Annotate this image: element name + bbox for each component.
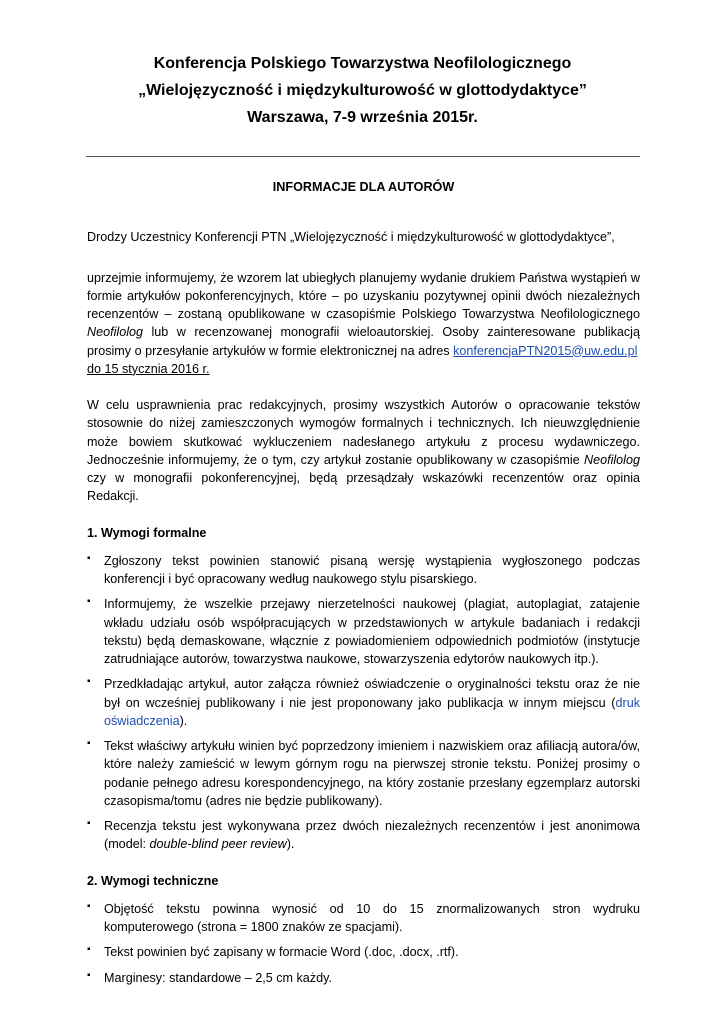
list-item: ▪ Informujemy, że wszelkie przejawy nierzetelności naukowej (plagiat, autoplagiat, zatajenie wkładu udziału osób współpracujących w przedstawionych w artykule badaniach i redakcji tekstu) będą demaskowane, włącznie z powiadomieniem odpowiednich podmiotów (instytucje zatrudniające autorów, towarzystwa naukowe, stowarzyszenia edytorów naukowych itp.). bbox=[87, 596, 640, 666]
technical-requirements-list bbox=[87, 900, 640, 987]
bullet-icon: ▪ bbox=[87, 738, 91, 749]
bullet-icon: ▪ bbox=[87, 552, 91, 564]
intro-text-a: uprzejmie informujemy, że wzorem lat ubiegłych planujemy wydanie drukiem Państwa wystąpień w formie artykułów pokonferencyjnych, które – po uzyskaniu pozytywnej opinii dwóch niezależnych recenzentów – zostaną opublikowane w czasopiśmie Polskiego Towarzystwa Neofilologicznego bbox=[87, 270, 640, 321]
technical-requirements-heading: 2. Wymogi techniczne bbox=[87, 873, 219, 888]
intro-text-b: lub w recenzowanej monografii wieloautorskiej. Osoby zainteresowane publikacją prosimy o przesyłanie artykułów w formie elektronicznej na adres bbox=[87, 325, 640, 358]
intro-paragraph bbox=[87, 269, 640, 379]
list-item: ▪ Recenzja tekstu jest wykonywana przez dwóch niezależnych recenzentów i jest anonimowa (model: double-blind peer review). bbox=[87, 818, 640, 852]
formal-requirements-heading: 1. Wymogi formalne bbox=[87, 525, 207, 540]
list-item: ▪ Marginesy: standardowe – 2,5 cm każdy. bbox=[87, 969, 332, 985]
editorial-text-b: czy w monografii pokonferencyjnej, będą przesądzały wskazówki recenzentów oraz opinia Redakcji. bbox=[87, 471, 640, 504]
bullet-icon: ▪ bbox=[87, 596, 91, 608]
section-title: INFORMACJE DLA AUTORÓW bbox=[272, 180, 455, 194]
conference-title: Konferencja Polskiego Towarzystwa Neofilologicznego bbox=[153, 55, 572, 72]
journal-name: Neofilolog bbox=[87, 325, 144, 340]
bullet-icon: ▪ bbox=[87, 818, 91, 829]
document-body bbox=[87, 178, 640, 994]
conference-place-date: Warszawa, 7-9 września 2015r. bbox=[247, 109, 478, 126]
list-item: ▪ Przedkładając artykuł, autor załącza również oświadczenie o oryginalności tekstu oraz że nie był on wcześniej publikowany i nie jest proponowany jako publikacja w innym miejscu (druk oświadczenia). bbox=[87, 676, 640, 728]
formal-requirements-list bbox=[87, 552, 640, 854]
editorial-text-a: W celu usprawnienia prac redakcyjnych, prosimy wszystkich Autorów o opracowanie tekstów stosownie do niżej zamieszczonych wymogów formalnych i technicznych. Ich nieuwzględnienie może bowiem skutkować wykluczeniem nadesłanego artykułu z procesu wydawniczego. Jednocześnie informujemy, że o tym, czy artykuł zostanie opublikowany w czasopiśmie bbox=[87, 398, 640, 467]
bullet-icon: ▪ bbox=[87, 969, 91, 981]
list-item: ▪ Tekst powinien być zapisany w formacie Word (.doc, .docx, .rtf). bbox=[87, 944, 459, 960]
list-item: ▪ Objętość tekstu powinna wynosić od 10 do 15 znormalizowanych stron wydruku komputerowego (strona = 1800 znaków ze spacjami). bbox=[87, 900, 640, 934]
document-header bbox=[0, 50, 725, 131]
email-link[interactable]: konferencjaPTN2015@uw.edu.pl bbox=[453, 343, 638, 358]
editorial-paragraph bbox=[87, 396, 640, 506]
greeting: Drodzy Uczestnicy Konferencji PTN „Wielojęzyczność i międzykulturowość w glottodydaktyce”, bbox=[87, 230, 615, 245]
list-item: ▪ Tekst właściwy artykułu winien być poprzedzony imieniem i nazwiskiem oraz afiliacją autora/ów, które należy zamieścić w lewym górnym rogu na pierwszej stronie tekstu. Poniżej prosimy o podanie pełnego adresu korespondencyjnego, na który zostanie przesłany egzemplarz autorski czasopisma/tomu (adres nie będzie publikowany). bbox=[87, 738, 640, 808]
header-divider bbox=[86, 156, 640, 157]
declaration-link[interactable]: druk oświadczenia bbox=[104, 695, 640, 728]
list-item: ▪ Zgłoszony tekst powinien stanowić pisaną wersję wystąpienia wygłoszonego podczas konferencji i być opracowany według naukowego stylu pisarskiego. bbox=[87, 552, 640, 586]
bullet-icon: ▪ bbox=[87, 676, 91, 688]
bullet-icon: ▪ bbox=[87, 944, 91, 956]
conference-subtitle: „Wielojęzyczność i międzykulturowość w glottodydaktyce” bbox=[138, 82, 587, 99]
deadline: do 15 stycznia 2016 r. bbox=[87, 361, 210, 376]
bullet-icon: ▪ bbox=[87, 900, 91, 912]
journal-name: Neofilolog bbox=[583, 452, 640, 467]
